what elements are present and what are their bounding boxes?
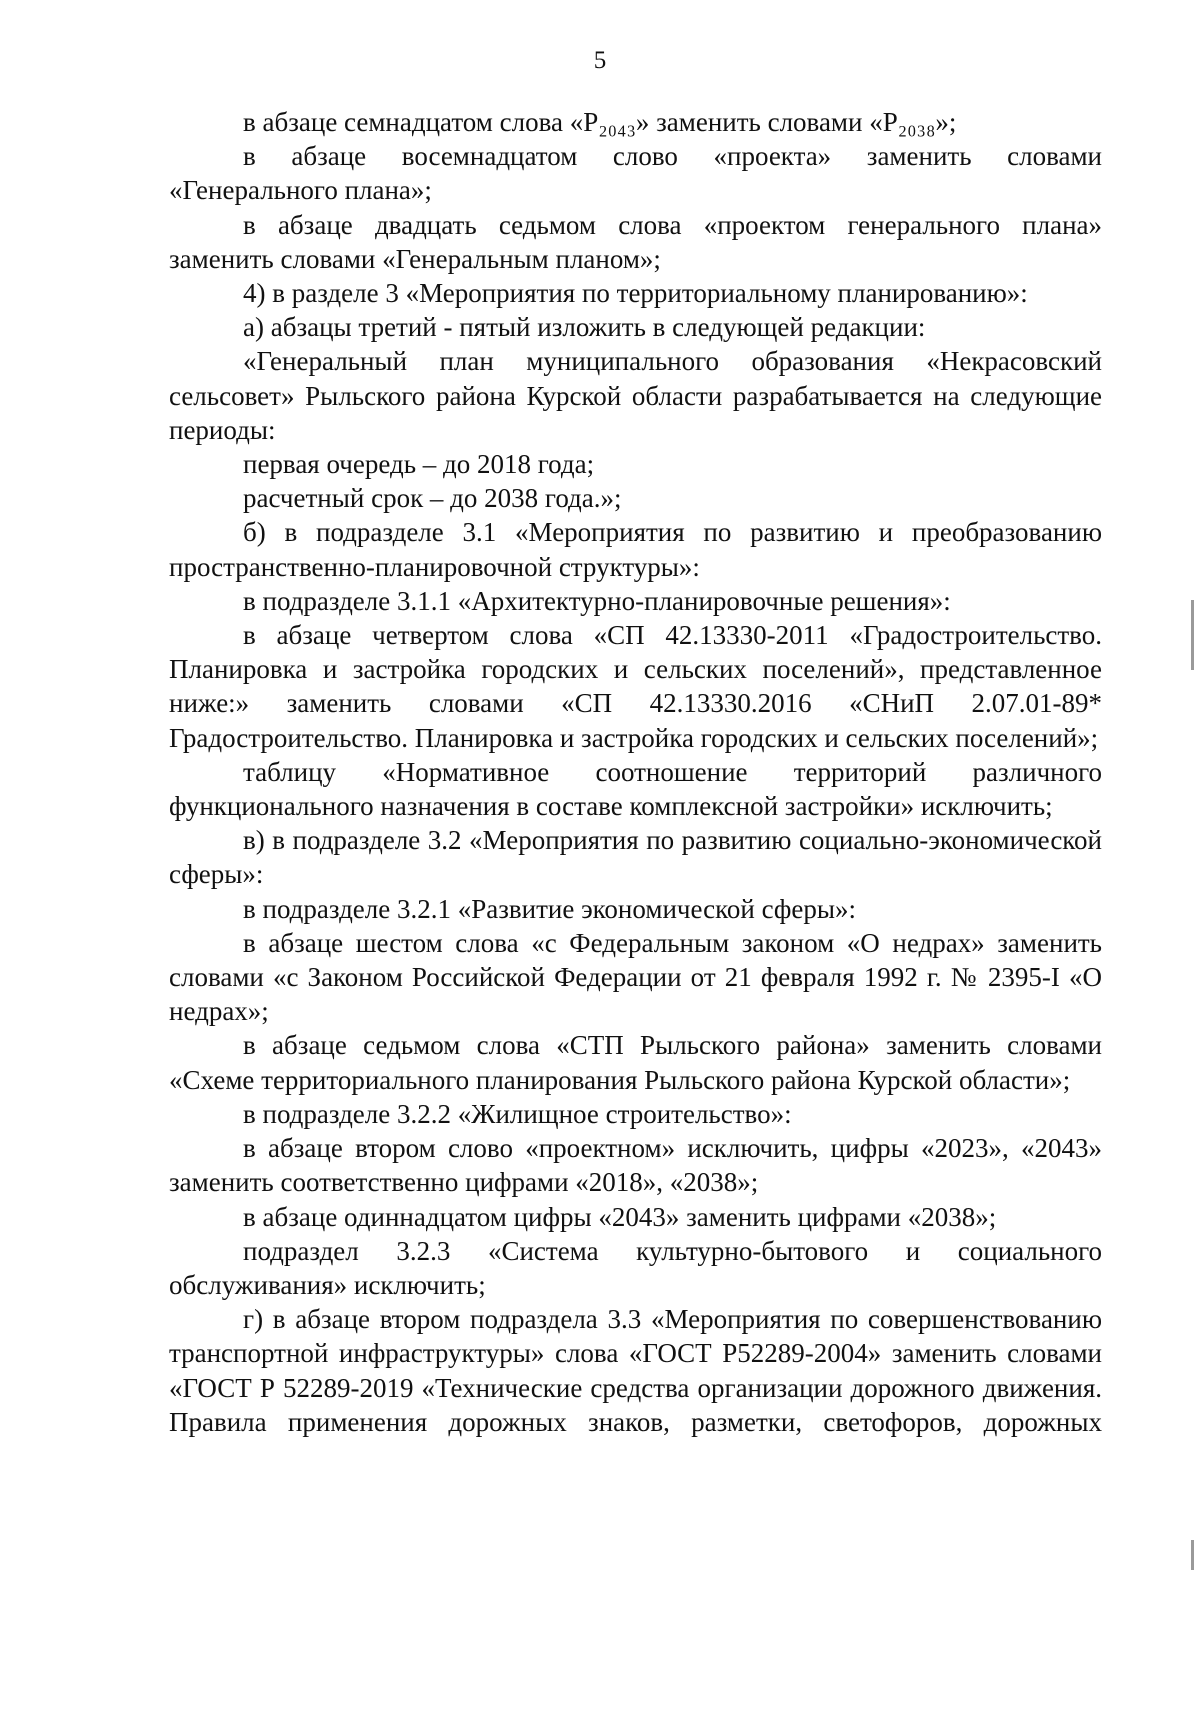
- paragraph: 4) в разделе 3 «Мероприятия по территориальному планированию»:: [243, 278, 1028, 309]
- paragraph: в абзаце двадцать седьмом слова «проектом генерального плана» заменить словами «Генеральным планом»;: [169, 209, 1102, 274]
- paragraph: подраздел 3.2.3 «Система культурно-бытового и социального обслуживания» исключить;: [169, 1235, 1102, 1300]
- paragraph: в абзаце втором слово «проектном» исключить, цифры «2023», «2043» заменить соответственно цифрами «2018», «2038»;: [169, 1133, 1102, 1198]
- paragraph: в подразделе 3.1.1 «Архитектурно-планировочные решения»:: [243, 585, 951, 616]
- paragraph: в абзаце четвертом слова «СП 42.13330-2011 «Градостроительство. Планировка и застройка городских и сельских поселений», представленное ниже:» заменить словами «СП 42.13330.2016 «СНиП 2.07.01-89* Градостроительство. Планировка и застройка городских и сельских поселений»;: [169, 620, 1102, 753]
- paragraph: первая очередь – до 2018 года;: [243, 449, 595, 480]
- scan-edge-mark: [1191, 1540, 1194, 1570]
- paragraph: в подразделе 3.2.2 «Жилищное строительство»:: [243, 1098, 792, 1129]
- paragraph: «Генеральный план муниципального образования «Некрасовский сельсовет» Рыльского района Курской области разрабатывается на следующие периоды:: [169, 346, 1102, 445]
- paragraph: в абзаце одиннадцатом цифры «2043» заменить цифрами «2038»;: [243, 1201, 997, 1232]
- paragraph: а) абзацы третий - пятый изложить в следующей редакции:: [243, 312, 926, 343]
- paragraph: в абзаце седьмом слова «СТП Рыльского района» заменить словами «Схеме территориального планирования Рыльского района Курской области»;: [169, 1030, 1102, 1095]
- scan-edge-mark: [1191, 600, 1194, 670]
- paragraph: расчетный срок – до 2038 года.»;: [243, 483, 622, 514]
- paragraph: б) в подразделе 3.1 «Мероприятия по развитию и преобразованию пространственно-планировочной структуры»:: [169, 517, 1102, 582]
- document-body: [169, 105, 1102, 1439]
- paragraph: в абзаце шестом слова «с Федеральным законом «О недрах» заменить словами «с Законом Российской Федерации от 21 февраля 1992 г. № 2395-I «О недрах»;: [169, 927, 1102, 1027]
- paragraph: в подразделе 3.2.1 «Развитие экономической сферы»:: [243, 893, 856, 924]
- paragraph: в) в подразделе 3.2 «Мероприятия по развитию социально-экономической сферы»:: [169, 825, 1102, 890]
- paragraph: в абзаце семнадцатом слова «P₂₀₄₃» заменить словами «P₂₀₃₈»;: [243, 107, 957, 137]
- paragraph: в абзаце восемнадцатом слово «проекта» заменить словами «Генерального плана»;: [169, 141, 1102, 206]
- page-number: 5: [593, 47, 607, 74]
- paragraph: таблицу «Нормативное соотношение территорий различного функционального назначения в составе комплексной застройки» исключить;: [169, 756, 1102, 822]
- paragraph: г) в абзаце втором подраздела 3.3 «Мероприятия по совершенствованию транспортной инфраструктуры» слова «ГОСТ Р52289-2004» заменить словами «ГОСТ Р 52289-2019 «Технические средства организации дорожного движения. Правила применения дорожных знаков, разметки, светофоров, дорожных: [169, 1304, 1102, 1437]
